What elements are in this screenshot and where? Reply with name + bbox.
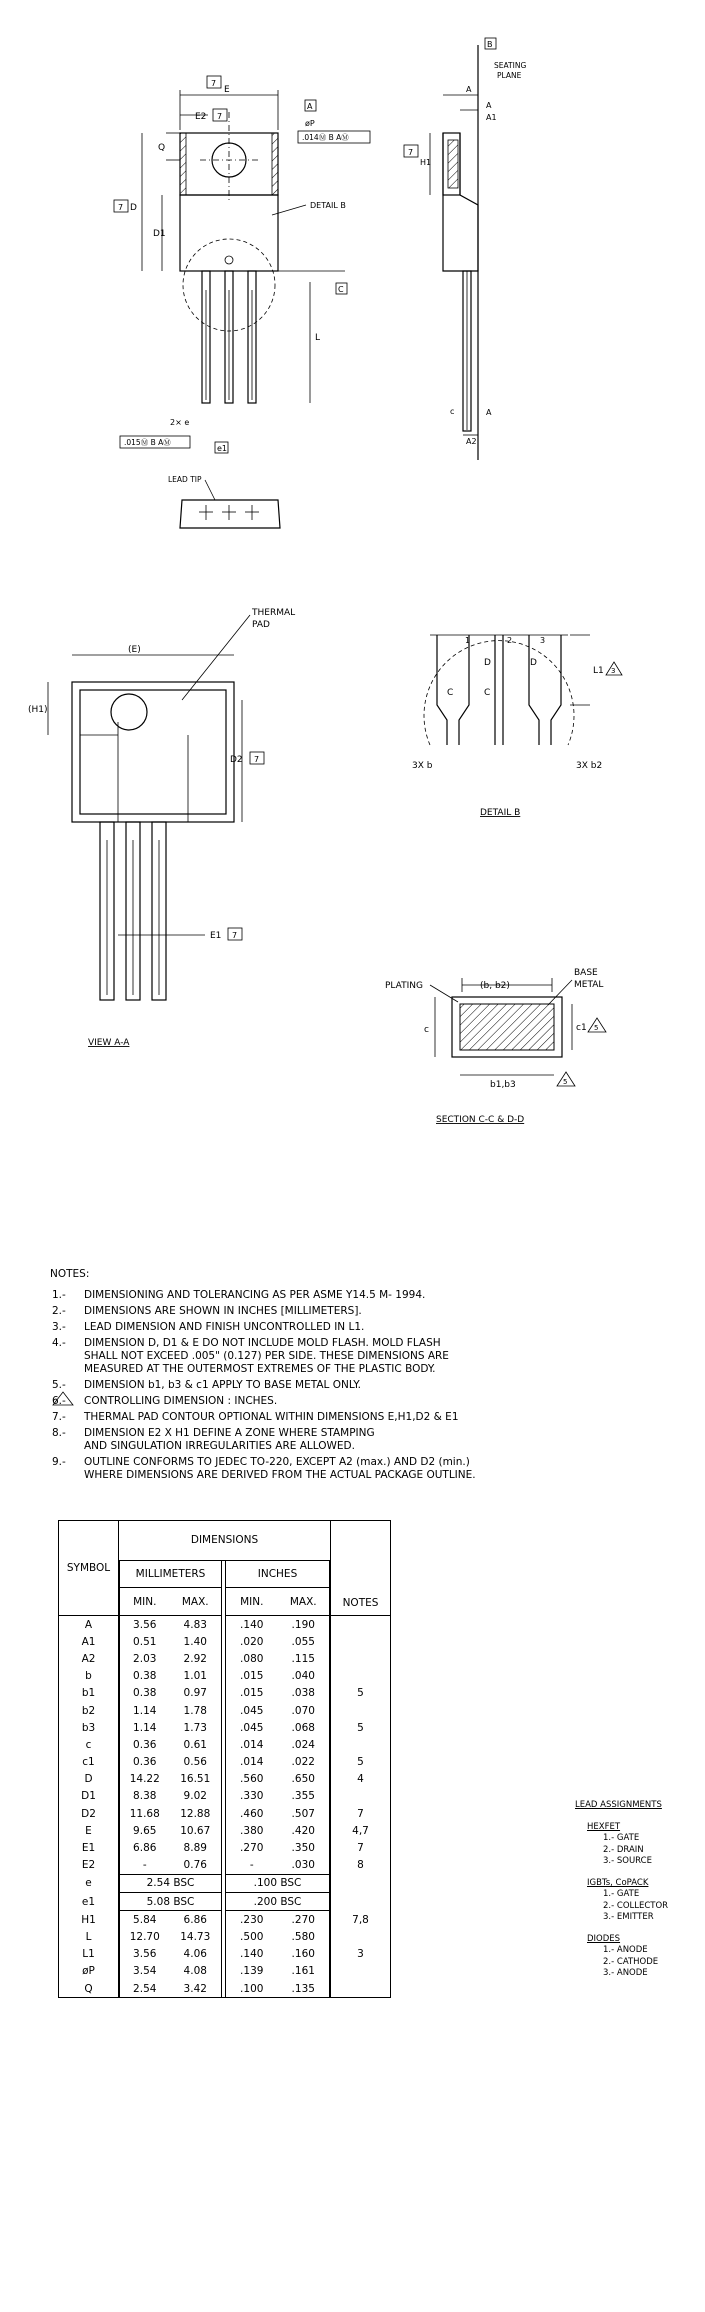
lead-group <box>587 1822 668 1868</box>
note-item <box>50 1321 530 1334</box>
cell-note: 4,7 <box>331 1822 391 1839</box>
cell-imin: .230 <box>226 1911 278 1929</box>
cell-mmax: 0.56 <box>170 1754 222 1771</box>
lead-assignments-title: LEAD ASSIGNMENTS <box>575 1800 662 1810</box>
cell-imax: .040 <box>278 1668 330 1685</box>
cell-note <box>331 1963 391 1980</box>
dim-e-paren: (E) <box>128 645 141 655</box>
cell-imax: .507 <box>278 1805 330 1822</box>
cell-mmax: 4.08 <box>170 1963 222 1980</box>
cell-imin: .380 <box>226 1822 278 1839</box>
cell-mmax: 12.88 <box>170 1805 222 1822</box>
section-view <box>385 968 606 1125</box>
cell-imax: .161 <box>278 1963 330 1980</box>
cell-mmin: 3.56 <box>120 1946 170 1963</box>
notes-title: NOTES: <box>50 1268 90 1280</box>
lead-assignments <box>575 1800 668 1980</box>
cell-imin: .020 <box>226 1633 278 1650</box>
datum-b: B <box>487 40 493 49</box>
cell-note <box>331 1668 391 1685</box>
sec-d-2: D <box>530 658 537 668</box>
table-row <box>59 1702 391 1719</box>
flag-7-d: 7 <box>408 148 414 157</box>
table-row <box>59 1754 391 1771</box>
dim-2xe: 2× e <box>170 418 190 427</box>
cell-imin: .100 <box>226 1980 278 1998</box>
dim-3x-b: 3X b <box>412 761 433 771</box>
mm-header: MILLIMETERS <box>120 1560 222 1588</box>
cell-note <box>331 1788 391 1805</box>
cell-mmax: 14.73 <box>170 1928 222 1945</box>
cell-s: e1 <box>59 1893 119 1911</box>
lead-item: 2.- DRAIN <box>603 1844 644 1855</box>
dim-e1-label: E1 <box>210 931 222 941</box>
cell-mmin: 11.68 <box>120 1805 170 1822</box>
cell-s: A2 <box>59 1650 119 1667</box>
cell-note: 7 <box>331 1839 391 1856</box>
cell-imax: .024 <box>278 1736 330 1753</box>
cell-ibsc: .200 BSC <box>226 1893 330 1911</box>
table-row <box>59 1822 391 1839</box>
notes-block <box>50 1268 530 1485</box>
cell-note: 5 <box>331 1685 391 1702</box>
cell-mmin: 0.36 <box>120 1736 170 1753</box>
dim-c-sec: c <box>424 1025 429 1035</box>
lead-item: 1.- GATE <box>603 1833 640 1843</box>
cell-mmax: 4.83 <box>170 1616 222 1634</box>
dim-a-bottom: A <box>486 408 492 417</box>
cell-mmin: 1.14 <box>120 1702 170 1719</box>
dim-d: D <box>130 203 137 213</box>
cell-imin: .080 <box>226 1650 278 1667</box>
cell-note <box>331 1874 391 1892</box>
cell-imin: .560 <box>226 1771 278 1788</box>
cell-mmax: 6.86 <box>170 1911 222 1929</box>
cell-mmin: 5.84 <box>120 1911 170 1929</box>
dim-l: L <box>315 333 321 343</box>
table-row <box>59 1946 391 1963</box>
table-row <box>59 1633 391 1650</box>
cell-mmin: 8.38 <box>120 1788 170 1805</box>
cell-imin: .500 <box>226 1928 278 1945</box>
dim-c: c <box>450 407 455 416</box>
dim-b1b3: b1,b3 <box>490 1080 516 1090</box>
cell-imin: .460 <box>226 1805 278 1822</box>
table-row <box>59 1839 391 1856</box>
cell-imax: .160 <box>278 1946 330 1963</box>
cell-s: A1 <box>59 1633 119 1650</box>
cell-s: L <box>59 1928 119 1945</box>
dim-b-b2: (b, b2) <box>480 981 510 991</box>
lead-item: 2.- CATHODE <box>603 1956 659 1967</box>
cell-imin: .140 <box>226 1946 278 1963</box>
cell-s: c <box>59 1736 119 1753</box>
cell-note <box>331 1980 391 1998</box>
cell-imax: .068 <box>278 1719 330 1736</box>
lead-tip-label: LEAD TIP <box>168 475 202 484</box>
dim-phip: øP <box>305 119 315 128</box>
lead-group-name: HEXFET <box>587 1821 621 1832</box>
cell-mmax: 1.73 <box>170 1719 222 1736</box>
dim-a-side: A <box>466 85 472 94</box>
flag-7: 7 <box>211 79 217 88</box>
side-view <box>404 38 526 460</box>
cell-note <box>331 1928 391 1945</box>
detail-pin-1: 1 <box>465 636 471 645</box>
table-row <box>59 1857 391 1875</box>
cell-imin: - <box>226 1857 278 1875</box>
cell-imax: .070 <box>278 1702 330 1719</box>
lead-group <box>587 1878 668 1924</box>
cell-imin: .045 <box>226 1702 278 1719</box>
lead-item: 1.- ANODE <box>603 1945 648 1955</box>
note-text: OUTLINE CONFORMS TO JEDEC TO-220, EXCEPT A2 (max.) AND D2 (min.) WHERE DIMENSIONS ARE DERIVED FROM THE ACTUAL PACKAGE OUTLINE. <box>84 1456 476 1481</box>
dim-q: Q <box>158 143 166 153</box>
cell-imax: .055 <box>278 1633 330 1650</box>
note-number: 3.- <box>52 1321 66 1333</box>
note-number: 7.- <box>52 1411 66 1423</box>
cell-s: D <box>59 1771 119 1788</box>
cell-mmin: 3.56 <box>120 1616 170 1634</box>
cell-s: c1 <box>59 1754 119 1771</box>
lead-item: 3.- ANODE <box>603 1968 648 1978</box>
datum-a: A <box>307 102 313 111</box>
mm-max: MAX. <box>170 1588 222 1616</box>
flag-7-c: 7 <box>118 203 124 212</box>
table-row <box>59 1685 391 1702</box>
cell-imax: .350 <box>278 1839 330 1856</box>
datum-c: C <box>338 285 344 294</box>
table-row <box>59 1928 391 1945</box>
note-number: 1.- <box>52 1289 66 1301</box>
flag-7-e: 7 <box>254 755 260 764</box>
view-aa <box>28 608 295 1048</box>
cell-imax: .420 <box>278 1822 330 1839</box>
cell-note: 3 <box>331 1946 391 1963</box>
note-item <box>50 1427 530 1453</box>
note-item <box>50 1337 530 1376</box>
dimensions-table <box>58 1520 391 1998</box>
cell-imin: .139 <box>226 1963 278 1980</box>
cell-mmax: 1.78 <box>170 1702 222 1719</box>
cell-note <box>331 1650 391 1667</box>
cell-mmax: 2.92 <box>170 1650 222 1667</box>
cell-note <box>331 1633 391 1650</box>
cell-note <box>331 1893 391 1911</box>
cell-mmin: 6.86 <box>120 1839 170 1856</box>
cell-s: b <box>59 1668 119 1685</box>
dim-d2: D2 <box>230 755 243 765</box>
lead-item: 2.- COLLECTOR <box>603 1900 669 1911</box>
table-row <box>59 1719 391 1736</box>
cell-mmax: 0.97 <box>170 1685 222 1702</box>
cell-mmin: 2.03 <box>120 1650 170 1667</box>
note-text: DIMENSION E2 X H1 DEFINE A ZONE WHERE STAMPING AND SINGULATION IRREGULARITIES ARE ALLOWED. <box>84 1427 375 1452</box>
cell-mmin: 12.70 <box>120 1928 170 1945</box>
lead-group-name: DIODES <box>587 1933 621 1944</box>
dim-h1-paren: (H1) <box>28 705 48 715</box>
in-max: MAX. <box>278 1588 330 1616</box>
dim-l1: L1 <box>593 666 604 676</box>
cell-note <box>331 1736 391 1753</box>
dim-a2: A2 <box>466 437 477 446</box>
cell-mmax: 1.01 <box>170 1668 222 1685</box>
note-number: 9.- <box>52 1456 66 1468</box>
in-min: MIN. <box>226 1588 278 1616</box>
cell-mmax: 8.89 <box>170 1839 222 1856</box>
cell-s: b2 <box>59 1702 119 1719</box>
cell-s: e <box>59 1874 119 1892</box>
table-row <box>59 1805 391 1822</box>
cell-note <box>331 1702 391 1719</box>
cell-imin: .330 <box>226 1788 278 1805</box>
cell-imin: .015 <box>226 1685 278 1702</box>
seating-plane-2: PLANE <box>497 71 522 80</box>
dimensions-header: DIMENSIONS <box>119 1521 331 1561</box>
cell-mmax: 3.42 <box>170 1980 222 1998</box>
table-row <box>59 1963 391 1980</box>
note-item <box>50 1411 530 1424</box>
note-text: DIMENSIONS ARE SHOWN IN INCHES [MILLIMETERS]. <box>84 1305 362 1317</box>
cell-mbsc: 2.54 BSC <box>120 1874 222 1892</box>
flag-5-b: 5 <box>563 1078 568 1086</box>
plating-label: PLATING <box>385 981 423 991</box>
flag-7-b: 7 <box>217 112 223 121</box>
detail-b-title: DETAIL B <box>480 808 521 818</box>
note-number: 2.- <box>52 1305 66 1317</box>
cell-note <box>331 1616 391 1634</box>
table-row <box>59 1771 391 1788</box>
cell-s: Q <box>59 1980 119 1998</box>
sec-c-1: C <box>447 688 454 698</box>
cell-imax: .038 <box>278 1685 330 1702</box>
cell-imax: .030 <box>278 1857 330 1875</box>
dim-3x-b2: 3X b2 <box>576 761 603 771</box>
cell-mmax: 1.40 <box>170 1633 222 1650</box>
lead-item: 3.- EMITTER <box>603 1912 654 1922</box>
cell-imin: .140 <box>226 1616 278 1634</box>
cell-mmin: 1.14 <box>120 1719 170 1736</box>
notes-header: NOTES <box>331 1521 391 1616</box>
cell-note: 7 <box>331 1805 391 1822</box>
cell-imin: .014 <box>226 1754 278 1771</box>
cell-imax: .190 <box>278 1616 330 1634</box>
detail-b <box>412 635 622 818</box>
lead-group <box>587 1934 668 1980</box>
cell-imax: .355 <box>278 1788 330 1805</box>
in-header: INCHES <box>226 1560 330 1588</box>
flag-3: 3 <box>611 667 616 675</box>
cell-s: E1 <box>59 1839 119 1856</box>
cell-s: b3 <box>59 1719 119 1736</box>
cell-imin: .045 <box>226 1719 278 1736</box>
cell-s: H1 <box>59 1911 119 1929</box>
cell-note: 8 <box>331 1857 391 1875</box>
dim-e-label: E <box>224 85 230 95</box>
cell-mmin: 0.36 <box>120 1754 170 1771</box>
dim-a1: A1 <box>486 113 497 122</box>
cell-s: L1 <box>59 1946 119 1963</box>
front-view <box>114 76 370 528</box>
cell-mmin: 0.51 <box>120 1633 170 1650</box>
base-metal-2: METAL <box>574 980 604 990</box>
cell-imin: .014 <box>226 1736 278 1753</box>
cell-imin: .270 <box>226 1839 278 1856</box>
table-row <box>59 1874 391 1892</box>
table-row <box>59 1893 391 1911</box>
table-row <box>59 1668 391 1685</box>
table-row <box>59 1788 391 1805</box>
fcf-top: .014Ⓜ B AⓂ <box>302 133 349 142</box>
cell-mmax: 4.06 <box>170 1946 222 1963</box>
cell-imax: .650 <box>278 1771 330 1788</box>
table-row <box>59 1736 391 1753</box>
table-row <box>59 1980 391 1998</box>
cell-imax: .580 <box>278 1928 330 1945</box>
view-aa-title: VIEW A-A <box>88 1038 130 1048</box>
cell-mmin: 3.54 <box>120 1963 170 1980</box>
table-row <box>59 1650 391 1667</box>
cell-mmin: 0.38 <box>120 1685 170 1702</box>
base-metal-1: BASE <box>574 968 598 978</box>
fcf-bottom: .015Ⓜ B AⓂ <box>124 438 171 447</box>
note-item <box>50 1456 530 1482</box>
cell-mmin: 9.65 <box>120 1822 170 1839</box>
cell-mbsc: 5.08 BSC <box>120 1893 222 1911</box>
cell-note: 7,8 <box>331 1911 391 1929</box>
detail-pin-3: 3 <box>540 636 546 645</box>
note-item <box>50 1289 530 1302</box>
cell-mmax: 16.51 <box>170 1771 222 1788</box>
thermal-pad-2: PAD <box>252 620 270 630</box>
cell-mmin: 14.22 <box>120 1771 170 1788</box>
table-row <box>59 1616 391 1634</box>
symbol-header: SYMBOL <box>59 1521 119 1616</box>
cell-s: D1 <box>59 1788 119 1805</box>
note-text: DIMENSIONING AND TOLERANCING AS PER ASME Y14.5 M- 1994. <box>84 1289 426 1301</box>
table-row <box>59 1911 391 1929</box>
cell-imax: .115 <box>278 1650 330 1667</box>
cell-mmax: 0.61 <box>170 1736 222 1753</box>
flag-5-a: 5 <box>594 1024 599 1032</box>
note-text: THERMAL PAD CONTOUR OPTIONAL WITHIN DIMENSIONS E,H1,D2 & E1 <box>84 1411 459 1423</box>
lead-item: 3.- SOURCE <box>603 1856 652 1866</box>
note-number: 4.- <box>52 1337 66 1349</box>
sec-c-2: C <box>484 688 491 698</box>
lead-group-name: IGBTs, CoPACK <box>587 1877 649 1888</box>
note-number: 6.- <box>52 1395 66 1407</box>
seating-plane-1: SEATING <box>494 61 527 70</box>
detail-b-ref: DETAIL B <box>310 201 346 210</box>
dim-a-right: A <box>486 101 492 110</box>
note-item <box>50 1395 530 1408</box>
cell-s: E <box>59 1822 119 1839</box>
detail-pin-2: 2 <box>507 636 513 645</box>
cell-note: 5 <box>331 1719 391 1736</box>
cell-ibsc: .100 BSC <box>226 1874 330 1892</box>
cell-mmax: 10.67 <box>170 1822 222 1839</box>
note-text: DIMENSION b1, b3 & c1 APPLY TO BASE METAL ONLY. <box>84 1379 361 1391</box>
section-title: SECTION C-C & D-D <box>436 1115 525 1125</box>
cell-s: b1 <box>59 1685 119 1702</box>
thermal-pad-1: THERMAL <box>252 608 296 618</box>
note-text: CONTROLLING DIMENSION : INCHES. <box>84 1395 278 1407</box>
sec-d-1: D <box>484 658 491 668</box>
note-number: 5.- <box>52 1379 66 1391</box>
note-item <box>50 1379 530 1392</box>
cell-mmin: 2.54 <box>120 1980 170 1998</box>
cell-imax: .135 <box>278 1980 330 1998</box>
note-item <box>50 1305 530 1318</box>
cell-mmin: - <box>120 1857 170 1875</box>
dim-d1: D1 <box>153 229 166 239</box>
cell-s: D2 <box>59 1805 119 1822</box>
note-number: 8.- <box>52 1427 66 1439</box>
cell-mmax: 9.02 <box>170 1788 222 1805</box>
dim-e1: e1 <box>217 444 228 453</box>
dim-h1: H1 <box>420 158 432 167</box>
cell-s: E2 <box>59 1857 119 1875</box>
cell-note: 5 <box>331 1754 391 1771</box>
cell-mmax: 0.76 <box>170 1857 222 1875</box>
note-text: DIMENSION D, D1 & E DO NOT INCLUDE MOLD FLASH. MOLD FLASH SHALL NOT EXCEED .005" (0.127) PER SIDE. THESE DIMENSIONS ARE MEASURED AT THE OUTERMOST EXTREMES OF THE PLASTIC BODY. <box>84 1337 449 1375</box>
cell-s: øP <box>59 1963 119 1980</box>
cell-mmin: 0.38 <box>120 1668 170 1685</box>
cell-imin: .015 <box>226 1668 278 1685</box>
flag-7-f: 7 <box>232 931 238 940</box>
mm-min: MIN. <box>120 1588 170 1616</box>
dim-e2-label: E2 <box>195 112 207 122</box>
cell-imax: .022 <box>278 1754 330 1771</box>
cell-s: A <box>59 1616 119 1634</box>
note-text: LEAD DIMENSION AND FINISH UNCONTROLLED IN L1. <box>84 1321 365 1333</box>
lead-item: 1.- GATE <box>603 1889 640 1899</box>
cell-imax: .270 <box>278 1911 330 1929</box>
dim-c1: c1 <box>576 1023 587 1033</box>
cell-note: 4 <box>331 1771 391 1788</box>
